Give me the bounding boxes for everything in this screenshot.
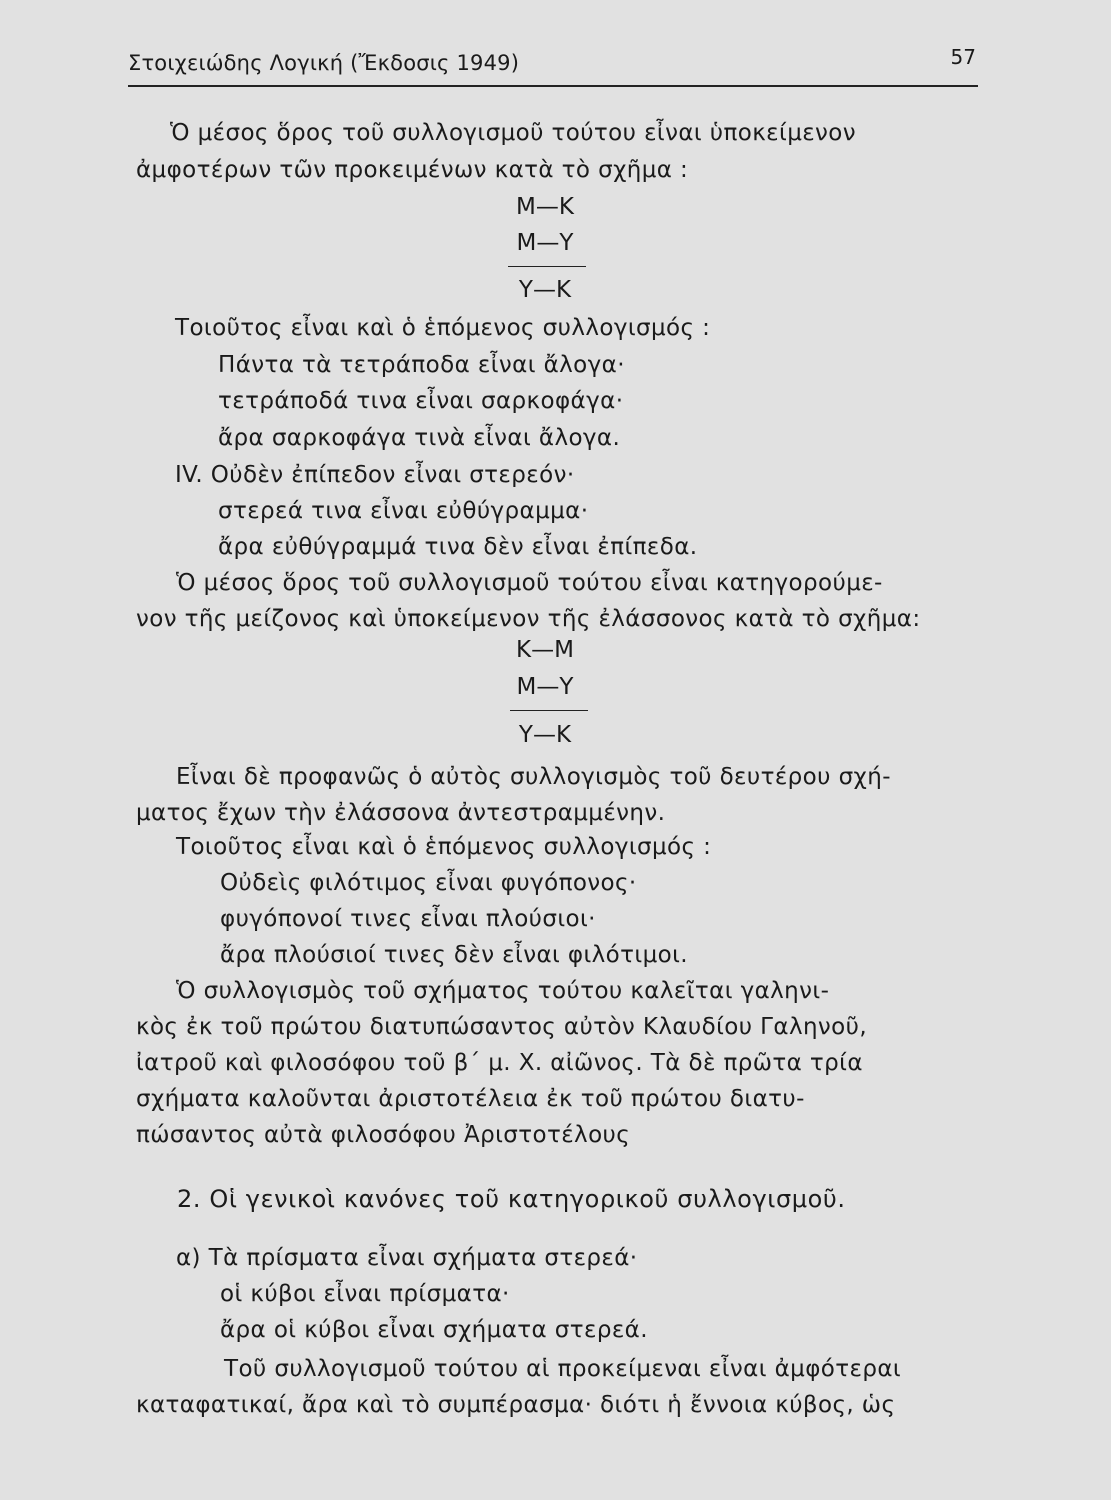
syllogism-line: ἄρα εὐθύγραμμά τινα δὲν εἶναι ἐπίπεδα.: [218, 534, 698, 560]
text-line: Ὁ συλλογισμὸς τοῦ σχήματος τούτου καλεῖται γαληνι-: [176, 978, 830, 1004]
syllogism-line: α) Τὰ πρίσματα εἶναι σχήματα στερεά·: [176, 1245, 638, 1271]
formula-line: M—K: [516, 194, 574, 220]
syllogism-line: στερεά τινα εἶναι εὐθύγραμμα·: [218, 498, 589, 524]
running-head-title: Στοιχειώδης Λογική (Ἔκδοσις 1949): [128, 51, 520, 75]
text-line: κὸς ἐκ τοῦ πρώτου διατυπώσαντος αὐτὸν Κλαυδίου Γαληνοῦ,: [136, 1014, 868, 1040]
text-line: Εἶναι δὲ προφανῶς ὁ αὐτὸς συλλογισμὸς τοῦ δευτέρου σχή-: [176, 764, 891, 790]
syllogism-line: IV. Οὐδὲν ἐπίπεδον εἶναι στερεόν·: [175, 462, 575, 488]
syllogism-line: τετράποδά τινα εἶναι σαρκοφάγα·: [218, 388, 624, 414]
formula-rule: [510, 710, 588, 711]
text-line: ματος ἔχων τὴν ἐλάσσονα ἀντεστραμμένην.: [136, 800, 666, 826]
page-number: 57: [950, 45, 976, 69]
header-rule: [128, 85, 978, 87]
syllogism-line: ἄρα οἱ κύβοι εἶναι σχήματα στερεά.: [220, 1317, 648, 1343]
text-line: καταφατικαί, ἄρα καὶ τὸ συμπέρασμα· διότι ἡ ἔννοια κύβος, ὡς: [136, 1392, 896, 1418]
syllogism-line: φυγόπονοί τινες εἶναι πλούσιοι·: [220, 906, 596, 932]
formula-line: Y—K: [518, 722, 572, 748]
formula-line: Y—K: [518, 277, 572, 303]
syllogism-line: ἄρα σαρκοφάγα τινὰ εἶναι ἄλογα.: [218, 425, 621, 451]
text-line: νον τῆς μείζονος καὶ ὑποκείμενον τῆς ἐλάσσονος κατὰ τὸ σχῆμα:: [136, 606, 921, 632]
syllogism-line: ἄρα πλούσιοί τινες δὲν εἶναι φιλότιμοι.: [220, 942, 688, 968]
syllogism-line: Πάντα τὰ τετράποδα εἶναι ἄλογα·: [218, 352, 625, 378]
text-line: Ὁ μέσος ὅρος τοῦ συλλογισμοῦ τούτου εἶναι κατηγορούμε-: [176, 570, 883, 596]
formula-line: M—Y: [516, 674, 574, 700]
text-line: Τοῦ συλλογισμοῦ τούτου αἱ προκείμεναι εἶναι ἀμφότεραι: [224, 1356, 902, 1382]
text-line: Ὁ μέσος ὅρος τοῦ συλλογισμοῦ τούτου εἶναι ὑποκείμενον: [170, 120, 857, 146]
syllogism-line: οἱ κύβοι εἶναι πρίσματα·: [220, 1281, 510, 1307]
text-line: ἀμφοτέρων τῶν προκειμένων κατὰ τὸ σχῆμα :: [136, 157, 689, 183]
formula-line: K—M: [516, 637, 574, 663]
text-line: πώσαντος αὐτὰ φιλοσόφου Ἀριστοτέλους: [136, 1122, 631, 1148]
text-line: Τοιοῦτος εἶναι καὶ ὁ ἑπόμενος συλλογισμός :: [175, 315, 711, 341]
text-line: σχήματα καλοῦνται ἀριστοτέλεια ἐκ τοῦ πρώτου διατυ-: [136, 1086, 805, 1112]
text-line: Τοιοῦτος εἶναι καὶ ὁ ἑπόμενος συλλογισμός :: [176, 834, 712, 860]
text-line: ἰατροῦ καὶ φιλοσόφου τοῦ β΄ μ. Χ. αἰῶνος. Τὰ δὲ πρῶτα τρία: [136, 1050, 863, 1076]
section-heading: 2. Οἱ γενικοὶ κανόνες τοῦ κατηγορικοῦ συλλογισμοῦ.: [177, 1185, 846, 1213]
running-head: [128, 45, 978, 91]
formula-line: M—Y: [516, 230, 574, 256]
syllogism-line: Οὐδεὶς φιλότιμος εἶναι φυγόπονος·: [220, 870, 637, 896]
formula-rule: [508, 266, 586, 267]
